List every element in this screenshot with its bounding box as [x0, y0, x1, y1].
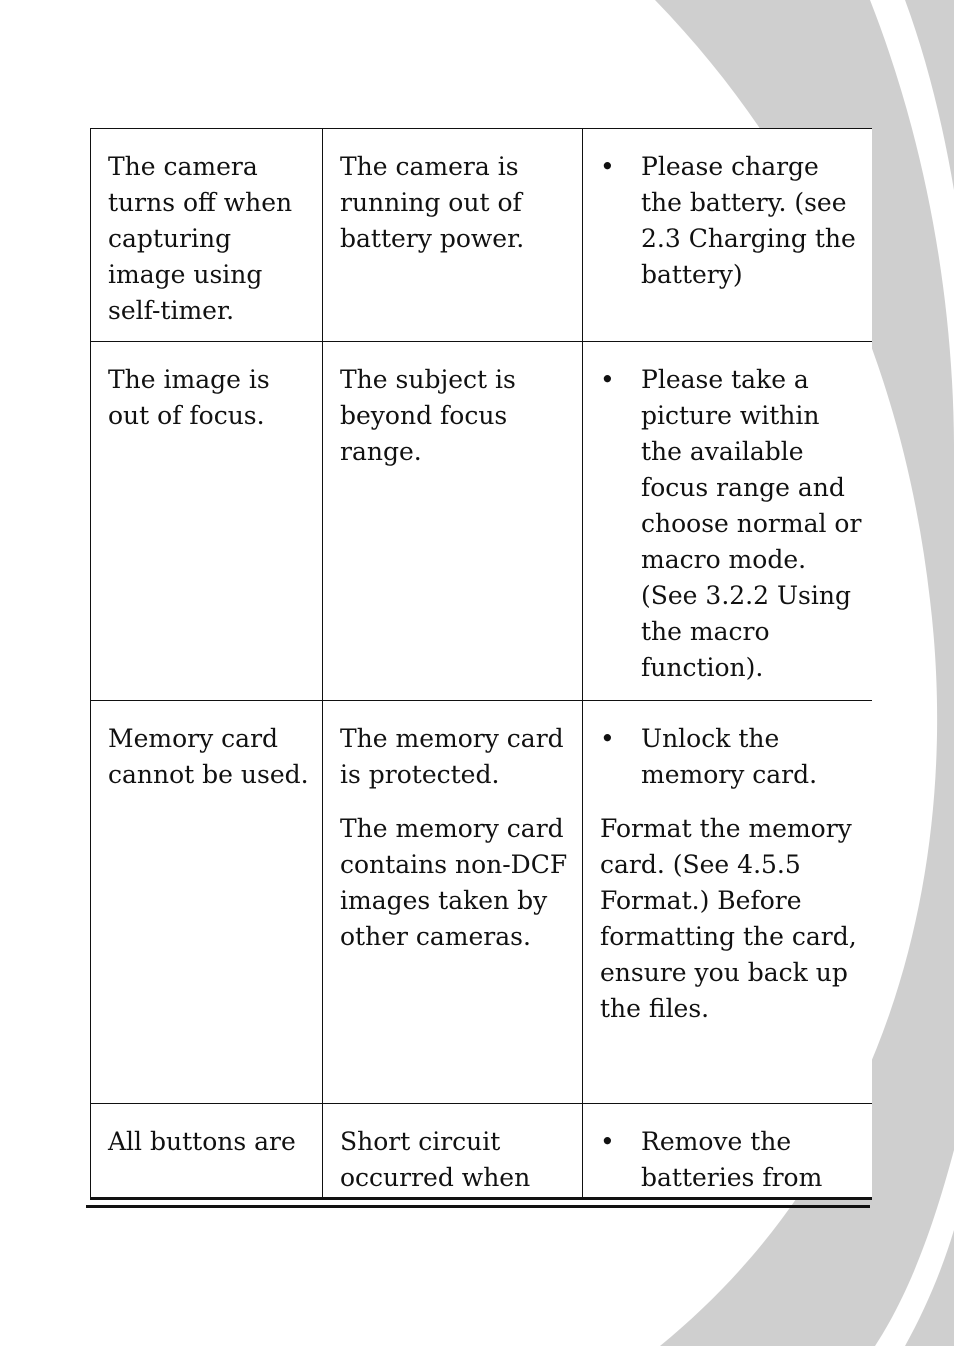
solution-cell	[583, 701, 873, 1104]
cause-cell: The memory card is protected. The memory card contains non-DCF images taken by other cameras.	[323, 701, 583, 1104]
solution-cell	[583, 1104, 873, 1201]
bullet-item: • Please charge the battery. (see 2.3 Charging the battery)	[600, 149, 862, 293]
bullet-item: • Please take a picture within the available focus range and choose normal or macro mode. (See 3.2.2 Using the macro function).	[600, 362, 862, 686]
problem-cell: Memory card cannot be used.	[91, 701, 323, 1104]
solution-paragraph: Format the memory card. (See 4.5.5 Format.) Before formatting the card, ensure you back up the files.	[600, 814, 857, 1023]
cause-cell: The subject is beyond focus range.	[323, 342, 583, 701]
problem-cell: The camera turns off when capturing image using self-timer.	[91, 129, 323, 342]
table-bottom-border	[90, 1197, 872, 1200]
bullet-item: • Remove the batteries from	[600, 1124, 862, 1196]
cause-cell: The camera is running out of battery power.	[323, 129, 583, 342]
troubleshooting-table	[90, 128, 872, 1200]
problem-cell: The image is out of focus.	[91, 342, 323, 701]
table-row	[91, 342, 873, 701]
table-row	[91, 701, 873, 1104]
bullet-item: • Unlock the memory card.	[600, 721, 862, 793]
problem-cell: All buttons are	[91, 1104, 323, 1201]
footer-rule	[86, 1205, 870, 1208]
solution-cell	[583, 129, 873, 342]
solution-cell	[583, 342, 873, 701]
table-row	[91, 1104, 873, 1201]
cause-cell: Short circuit occurred when	[323, 1104, 583, 1201]
table-row	[91, 129, 873, 342]
